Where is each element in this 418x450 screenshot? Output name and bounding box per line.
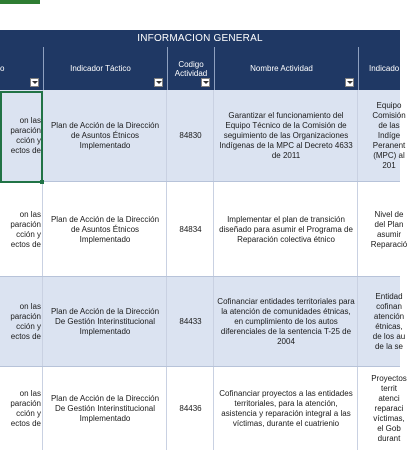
- section-title: INFORMACION GENERAL: [0, 30, 400, 48]
- filter-dropdown-icon[interactable]: [201, 78, 210, 87]
- header-nombre-actividad[interactable]: [215, 47, 358, 90]
- table-row: [0, 182, 408, 277]
- top-strip: [0, 0, 400, 30]
- table-cell[interactable]: Cofinanciar entidades territoriales para la atención de comunidades étnicas, en cumplimiento de los autos diferenciales de la sentencia T-25 de 2004: [214, 277, 358, 367]
- table-row: [0, 367, 407, 450]
- header-col-partial[interactable]: [0, 47, 43, 90]
- filter-dropdown-icon[interactable]: [30, 78, 39, 87]
- header-nombre-actividad-label: Nombre Actividad: [250, 64, 313, 73]
- table-cell[interactable]: Nivel de del Plan asumir Reparació: [370, 209, 408, 249]
- table-cell[interactable]: on las paración cción y ectos de: [0, 367, 43, 450]
- filter-dropdown-icon[interactable]: [154, 78, 163, 87]
- table-cell[interactable]: 84436: [167, 367, 214, 450]
- table-cell[interactable]: Implementar el plan de transición diseñado para asumir el Programa de Reparación colectiva étnico: [214, 182, 358, 277]
- table-row: [0, 90, 406, 182]
- table-cell[interactable]: on las paración cción y ectos de: [0, 277, 43, 367]
- table-cell[interactable]: 84433: [167, 277, 214, 367]
- table-cell[interactable]: 84834: [167, 182, 214, 277]
- table-cell[interactable]: on las paración cción y ectos de: [0, 182, 43, 277]
- table-cell[interactable]: Plan de Acción de la Dirección de Asuntos Étnicos Implementado: [43, 90, 167, 182]
- table-cell[interactable]: Plan de Acción de la Dirección De Gestión Interinstitucional Implementado: [43, 277, 167, 367]
- table-cell[interactable]: Equipo Comisión de las Indíge Peranent (MPC) al 201: [372, 101, 406, 170]
- table-cell[interactable]: Entidad cofinan atención étnicas, de los au de la se: [372, 292, 406, 351]
- filter-dropdown-icon[interactable]: [345, 78, 354, 87]
- header-indicador-tactico[interactable]: [44, 47, 167, 90]
- table-cell[interactable]: Plan de Acción de la Dirección De Gestión Interinstitucional Implementado: [43, 367, 167, 450]
- header-indicador-tactico-label: Indicador Táctico: [70, 64, 131, 73]
- table-cell[interactable]: Garantizar el funcionamiento del Equipo Técnico de la Comisión de seguimiento de las Organizaciones Indígenas de la MPC al Decreto 4633 de 2011: [214, 90, 358, 182]
- table-cell[interactable]: 84830: [167, 90, 214, 182]
- selection-indicator: [0, 0, 40, 4]
- table-cell[interactable]: Proyectos territ atenci reparaci víctimas, el Gob durant: [371, 373, 407, 443]
- header-indicador-partial[interactable]: [359, 47, 400, 90]
- table-row: [0, 277, 406, 367]
- header-indicador-partial-label: Indicado: [369, 64, 400, 73]
- header-col-partial-label: o: [0, 64, 5, 73]
- header-codigo-actividad[interactable]: [168, 47, 214, 90]
- table-cell[interactable]: on las paración cción y ectos de: [0, 90, 43, 182]
- header-codigo-actividad-label: Codigo Actividad: [174, 59, 208, 78]
- table-cell[interactable]: Plan de Acción de la Dirección de Asuntos Étnicos Implementado: [43, 182, 167, 277]
- table-cell[interactable]: Cofinanciar proyectos a las entidades territoriales, para la atención, asistencia y reparación integral a las víctimas, durante el cuatrienio: [214, 367, 358, 450]
